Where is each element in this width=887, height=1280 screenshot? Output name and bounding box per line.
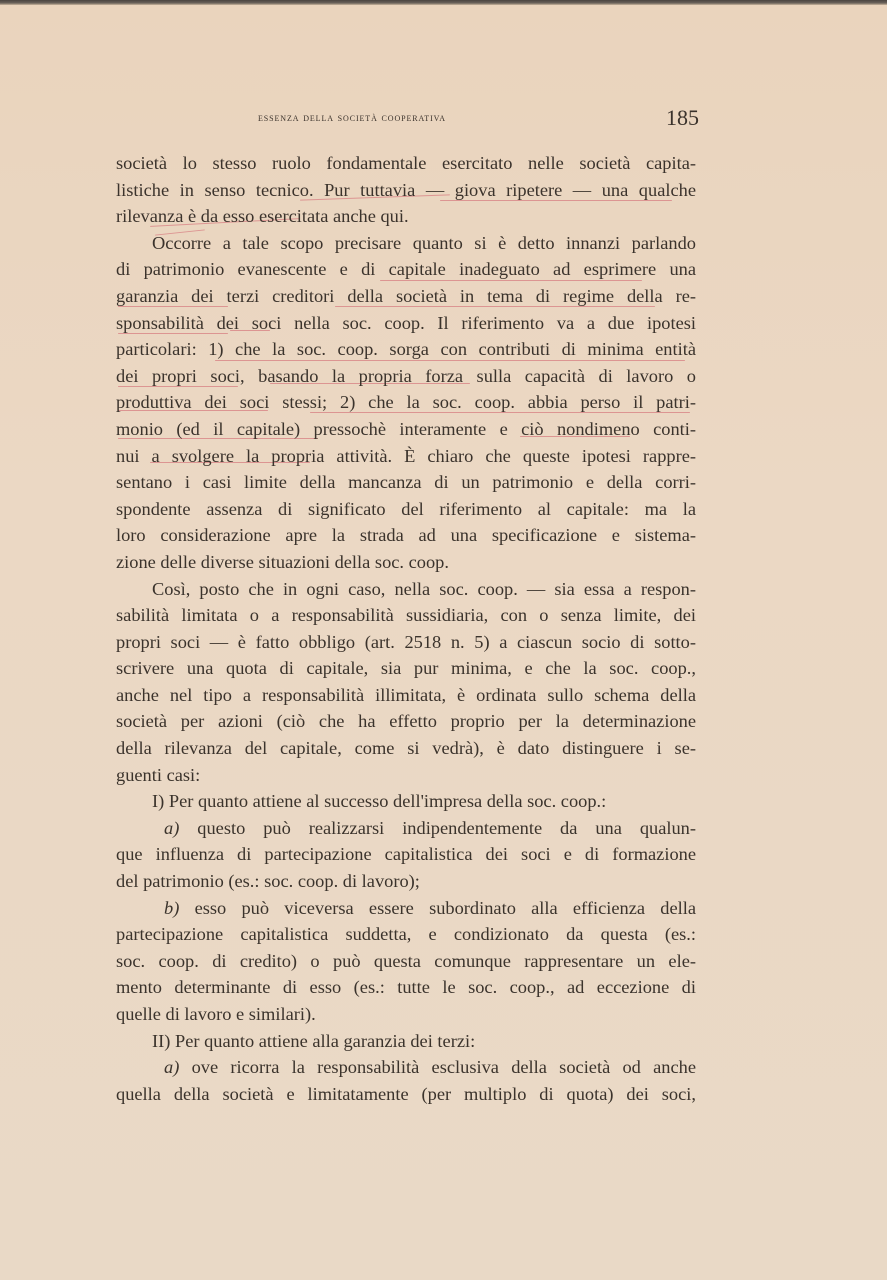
text-line: Così, posto che in ogni caso, nella soc. coop. — sia essa a respon- [152,578,696,599]
text-line: società lo stesso ruolo fondamentale esercitato nelle società capita- [116,153,696,173]
list-item-a: a) questo può realizzarsi indipendentemente da una qualun- [164,817,696,838]
text-line: que influenza di partecipazione capitalistica dei soci e di formazione [116,844,696,865]
text-line: rilevanza è da esso esercitata anche qui. [116,206,409,227]
list-heading-II: II) Per quanto attiene alla garanzia dei terzi: [152,1030,476,1051]
text-line: mento determinante di esso (es.: tutte le soc. coop., ad eccezione di [116,977,696,998]
text-line: anche nel tipo a responsabilità illimitata, è ordinata sullo schema della [116,684,696,705]
text-line: spondente assenza di significato del riferimento al capitale: ma la [116,498,696,519]
page-top-edge [0,0,887,5]
text-line: sentano i casi limite della mancanza di un patrimonio e della corri- [116,472,696,493]
text-line: zione delle diverse situazioni della soc. coop. [116,551,449,572]
text-line: sabilità limitata o a responsabilità sussidiaria, con o senza limite, dei [116,605,696,626]
text-line: del patrimonio (es.: soc. coop. di lavoro); [116,871,420,892]
list-item-b: b) esso può viceversa essere subordinato alla efficienza della [164,897,696,918]
text-line: propri soci — è fatto obbligo (art. 2518 n. 5) a ciascun socio di sotto- [116,631,696,652]
text-line: guenti casi: [116,764,201,785]
text-line: produttiva dei soci stessi; 2) che la soc. coop. abbia perso il patri- [116,392,696,413]
text-line: soc. coop. di credito) o può questa comunque rappresentare un ele- [116,950,696,971]
text-line: sponsabilità dei soci nella soc. coop. Il riferimento va a due ipotesi [116,312,696,333]
list-marker: b) [164,897,180,918]
text-line: particolari: 1) che la soc. coop. sorga con contributi di minima entità [116,339,696,360]
page-number: 185 [666,105,699,130]
running-head [258,112,446,124]
text-line: di patrimonio evanescente e di capitale inadeguato ad esprimere una [116,259,696,280]
text-line: dei propri soci, basando la propria forza sulla capacità di lavoro o [116,365,696,386]
text-line: nui a svolgere la propria attività. È chiaro che queste ipotesi rappre- [116,445,696,466]
list-item-a: a) ove ricorra la responsabilità esclusiva della società od anche [164,1057,696,1078]
text-line: loro considerazione apre la strada ad una specificazione e sistema- [116,525,696,546]
body-text [116,150,696,1107]
text-line: partecipazione capitalistica suddetta, e condizionato da questa (es.: [116,924,696,945]
list-heading-I: I) Per quanto attiene al successo dell'impresa della soc. coop.: [152,791,607,812]
text-line: società per azioni (ciò che ha effetto proprio per la determinazione [116,711,696,732]
text-line: monio (ed il capitale) pressochè interamente e ciò nondimeno conti- [116,418,696,439]
text-line: garanzia dei terzi creditori della società in tema di regime della re- [116,285,696,306]
running-head-text: essenza della società cooperativa [258,112,446,124]
text-line: quelle di lavoro e similari). [116,1004,316,1024]
text-line: della rilevanza del capitale, come si vedrà), è dato distinguere i se- [116,738,696,759]
list-marker: a) [164,817,180,838]
list-marker: a) [164,1057,180,1078]
text-line: Occorre a tale scopo precisare quanto si è detto innanzi parlando [152,232,696,253]
text-line: listiche in senso tecnico. Pur tuttavia — giova ripetere — una qualche [116,179,696,200]
text-line: quella della società e limitatamente (per multiplo di quota) dei soci, [116,1083,696,1104]
text-line: scrivere una quota di capitale, sia pur minima, e che la soc. coop., [116,658,696,679]
